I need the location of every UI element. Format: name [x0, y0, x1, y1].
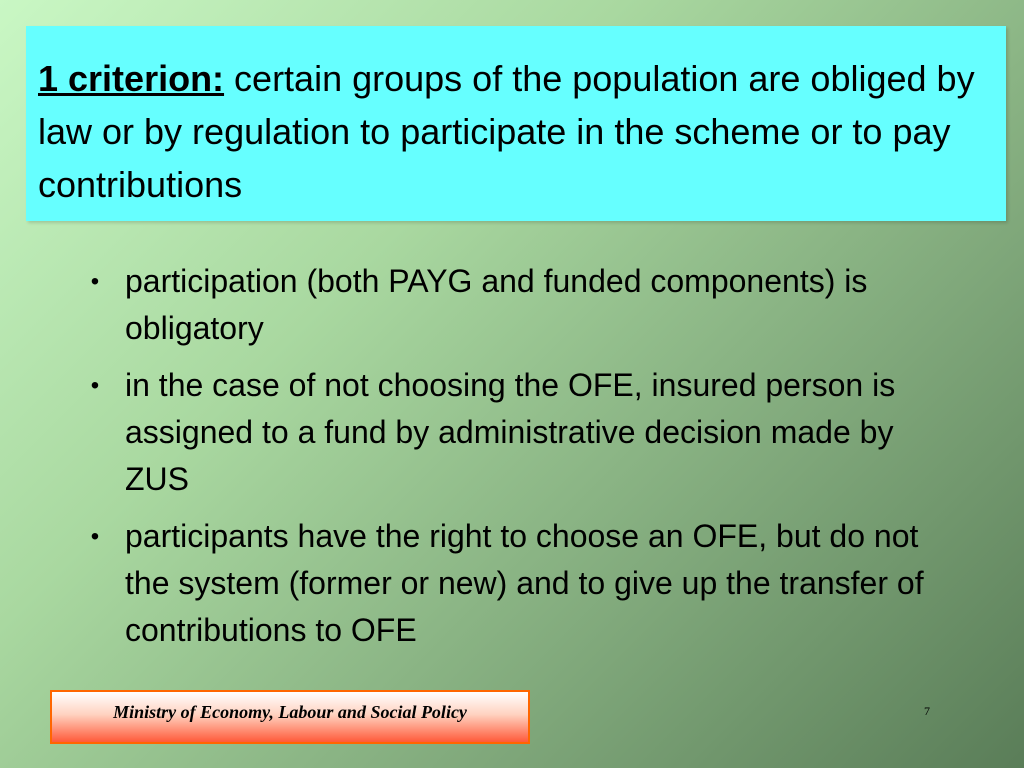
bullet-dot-icon: • — [90, 268, 100, 295]
bullet-text: participants have the right to choose an OFE, but do not the system (former or new) and to give up the transfer of contributions to OFE — [125, 518, 924, 648]
page-number: 7 — [924, 704, 930, 718]
bullet-text: in the case of not choosing the OFE, insured person is assigned to a fund by administrative decision made by ZUS — [125, 367, 896, 497]
title-description: certain groups of the population are obliged by law or by regulation to participate in the scheme or to pay contributions — [38, 58, 975, 205]
ministry-name: Ministry of Economy, Labour and Social Policy — [113, 702, 467, 722]
bullet-text: participation (both PAYG and funded components) is obligatory — [125, 263, 868, 346]
bullet-dot-icon: • — [90, 523, 100, 550]
bullet-dot-icon: • — [90, 372, 100, 399]
title-criterion-label: 1 criterion: — [38, 58, 225, 99]
bullet-item — [80, 362, 960, 503]
bullet-item — [80, 258, 960, 352]
ministry-footer-box — [50, 690, 530, 744]
bullet-item — [80, 513, 960, 654]
slide-title-box — [26, 26, 1006, 221]
slide-title — [38, 52, 994, 211]
bullet-list — [80, 258, 960, 664]
